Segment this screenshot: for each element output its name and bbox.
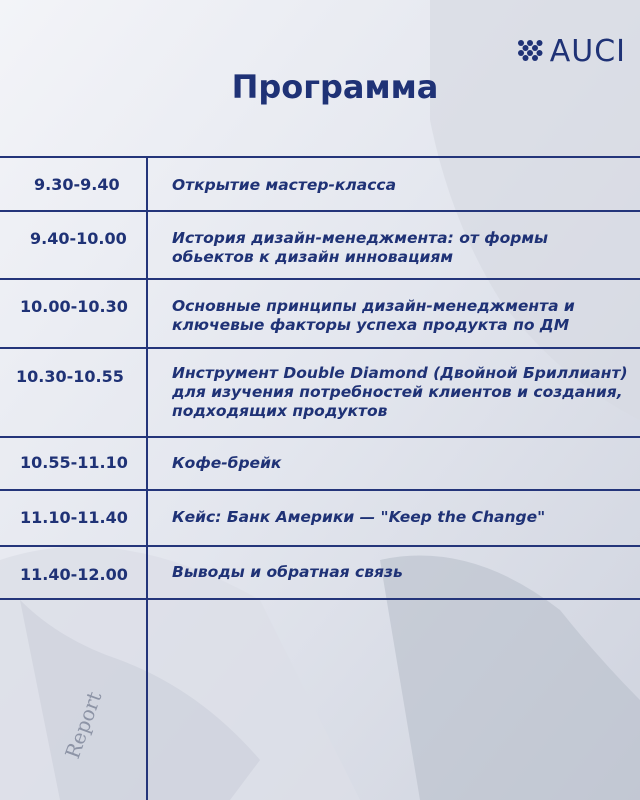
schedule-description: Основные принципы дизайн-менеджмента и ключевые факторы успеха продукта по ДМ (172, 297, 575, 334)
schedule-time: 9.40-10.00 (30, 229, 127, 248)
row-divider (0, 347, 640, 349)
row-divider (0, 489, 640, 491)
schedule-time: 9.30-9.40 (34, 175, 120, 194)
auci-logo (516, 34, 626, 69)
page-title: Программа (231, 68, 439, 106)
row-divider (0, 545, 640, 547)
report-label: Report (60, 688, 107, 762)
row-divider (0, 598, 640, 600)
schedule-time: 11.40-12.00 (20, 565, 128, 584)
schedule-description: Выводы и обратная связь (172, 563, 403, 581)
schedule-time: 10.30-10.55 (16, 367, 124, 386)
schedule-description: Кофе-брейк (172, 454, 282, 472)
schedule-description: Инструмент Double Diamond (Двойной Бриллиант) для изучения потребностей клиентов и создания, подходящих продуктов (172, 364, 628, 420)
row-divider (0, 278, 640, 280)
schedule-description: Открытие мастер-класса (172, 176, 397, 194)
row-divider (0, 436, 640, 438)
schedule-time: 11.10-11.40 (20, 508, 128, 527)
logo-text: AUCI (549, 34, 626, 69)
row-divider (0, 156, 640, 158)
row-divider (0, 210, 640, 212)
schedule-time: 10.00-10.30 (20, 297, 128, 316)
schedule-time: 10.55-11.10 (20, 453, 128, 472)
auci-dots-icon (516, 38, 544, 66)
schedule-description: Кейс: Банк Америки — "Keep the Change" (172, 508, 546, 526)
column-divider (146, 156, 148, 800)
schedule-description: История дизайн-менеджмента: от формы обьектов к дизайн инновациям (172, 229, 549, 266)
